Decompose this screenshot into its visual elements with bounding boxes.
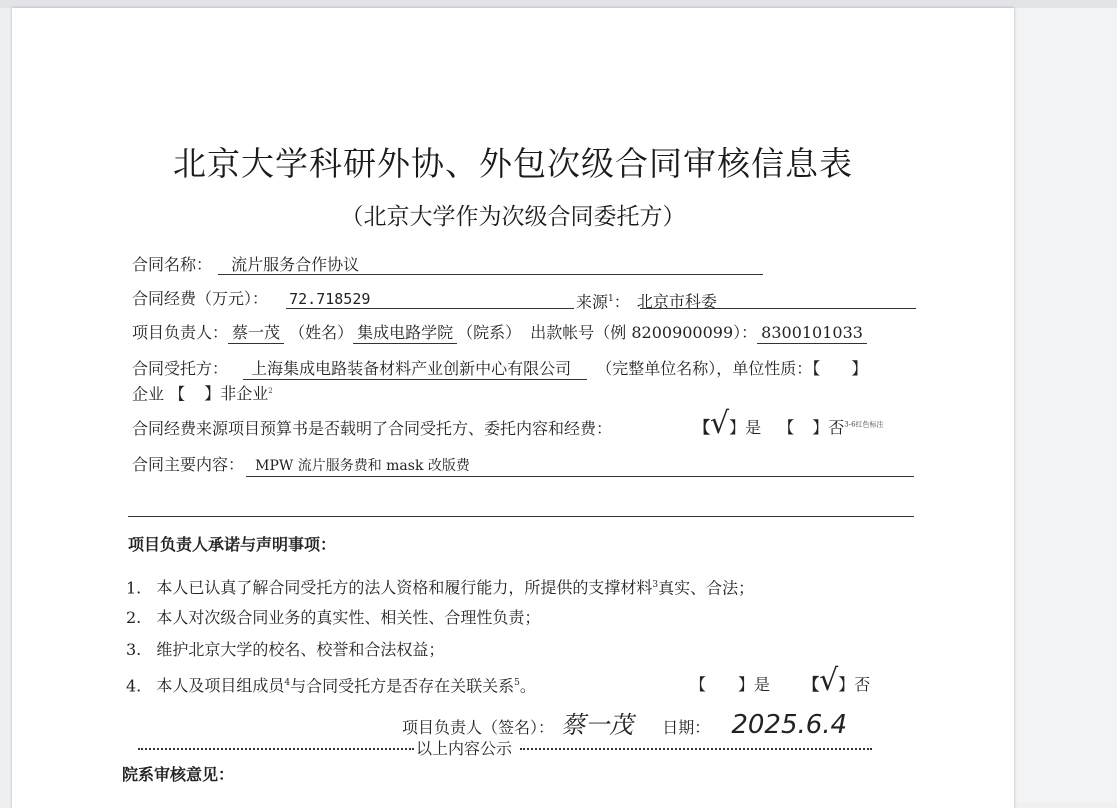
date-handwriting: 2025.6.4 [731, 710, 848, 740]
budget-question: 合同经费来源项目预算书是否载明了合同受托方、委托内容和经费： [132, 419, 613, 438]
item4-check-icon: √ [819, 663, 839, 698]
non-enterprise-label: 】非企业 [204, 384, 269, 404]
viewer-top-edge [0, 0, 1117, 8]
item-text: 维护北京大学的校名、校誉和合法权益； [156, 640, 445, 659]
item-text: 本人对次级合同业务的真实性、相关性、合理性负责； [156, 608, 541, 627]
account-label: 出款帐号（例 8200900099）： [530, 323, 758, 342]
source-underline [640, 308, 916, 309]
item-tail: 真实、合法； [658, 578, 755, 598]
account-value: 8300101033 [757, 323, 867, 344]
signature-handwriting: 蔡一茂 [561, 711, 634, 739]
budget-question-row [132, 419, 612, 439]
contract-name-row [132, 255, 359, 275]
item-sup: 4 [284, 678, 291, 688]
budget-check-icon: √ [710, 406, 730, 441]
source-colon: ： [613, 292, 630, 312]
content-underline-1 [246, 476, 914, 477]
item-sup-2: 5 [514, 678, 520, 688]
trustee-hint: （完整单位名称），单位性质：【 [596, 359, 821, 378]
pi-label: 项目负责人： [132, 323, 229, 342]
name-hint: （姓名） [289, 323, 354, 342]
review-label: 院系审核意见： [122, 765, 235, 784]
date-label: 日期： [662, 718, 711, 737]
item-sup: 3 [652, 580, 659, 590]
trustee-label: 合同受托方： [132, 359, 229, 378]
yes-bracket-open: 【 [694, 418, 711, 437]
source-value: 北京市科委 [636, 292, 717, 312]
item4-no-close: 】否 [838, 675, 871, 694]
item-number: 4. [126, 676, 142, 696]
item4-yes: 【 】是 [690, 675, 771, 694]
fee-label: 合同经费（万元）： [132, 289, 269, 308]
yes-label: 】是 [729, 418, 762, 437]
fee-underline [286, 308, 574, 309]
notice-dots-right [520, 748, 872, 750]
content-row [132, 455, 470, 476]
item-text: 本人已认真了解合同受托方的法人资格和履行能力，所提供的支撑材料 [156, 578, 653, 598]
fee-row [132, 289, 370, 309]
contract-name-label: 合同名称： [132, 255, 213, 274]
trustee-bracket-close: 】 [851, 359, 868, 378]
document-title: 北京大学科研外协、外包次级合同审核信息表 [173, 144, 853, 183]
item-number: 3. [126, 640, 142, 659]
document-page [12, 8, 1014, 808]
enterprise-row [132, 381, 273, 404]
commitment-heading: 项目负责人承诺与声明事项： [128, 535, 337, 554]
pi-value: 蔡一茂 [228, 323, 284, 344]
source-label: 来源 [576, 292, 609, 312]
trustee-value: 上海集成电路装备材料产业创新中心有限公司 [243, 359, 587, 380]
contract-name-underline [218, 274, 763, 275]
signature-label: 项目负责人（签名）： [402, 718, 555, 737]
dept-value: 集成电路学院 [353, 323, 457, 344]
commitment-item-4 [126, 673, 536, 696]
content-label: 合同主要内容： [132, 455, 245, 474]
item-number: 1. [126, 578, 142, 598]
content-value: MPW 流片服务费和 mask 改版费 [255, 458, 470, 474]
trustee-row [132, 359, 867, 380]
red-note: 3-6红色标注 [844, 420, 884, 429]
commitment-item-1 [126, 575, 754, 598]
item-text: 本人及项目组成员 [156, 676, 285, 696]
non-enterprise-sup: 2 [268, 387, 273, 395]
budget-answer [694, 406, 884, 441]
no-bracket-open: 【 [778, 418, 795, 437]
no-label: 】否 [812, 418, 845, 437]
pi-row [132, 323, 867, 344]
enterprise-label: 企业 【 [132, 384, 186, 404]
viewer-background [1014, 8, 1117, 802]
fee-value: 72.718529 [289, 290, 371, 308]
item-tail: 与合同受托方是否存在关联关系 [290, 676, 515, 696]
contract-name-value: 流片服务合作协议 [231, 255, 360, 274]
commitment-item-2 [126, 608, 540, 628]
item-tail-2: 。 [519, 676, 536, 696]
notice-dots-left [138, 748, 414, 750]
commitment-item-3 [126, 640, 444, 660]
item-number: 2. [126, 608, 142, 627]
signature-row [402, 710, 848, 740]
item4-answer [690, 663, 871, 698]
item4-no-open: 【 [803, 675, 820, 694]
document-subtitle: （北京大学作为次级合同委托方） [340, 204, 686, 230]
dept-hint: （院系） [457, 323, 522, 342]
content-underline-2 [128, 516, 914, 517]
public-notice: 以上内容公示 [416, 739, 513, 758]
source-sup: 1 [608, 294, 614, 304]
